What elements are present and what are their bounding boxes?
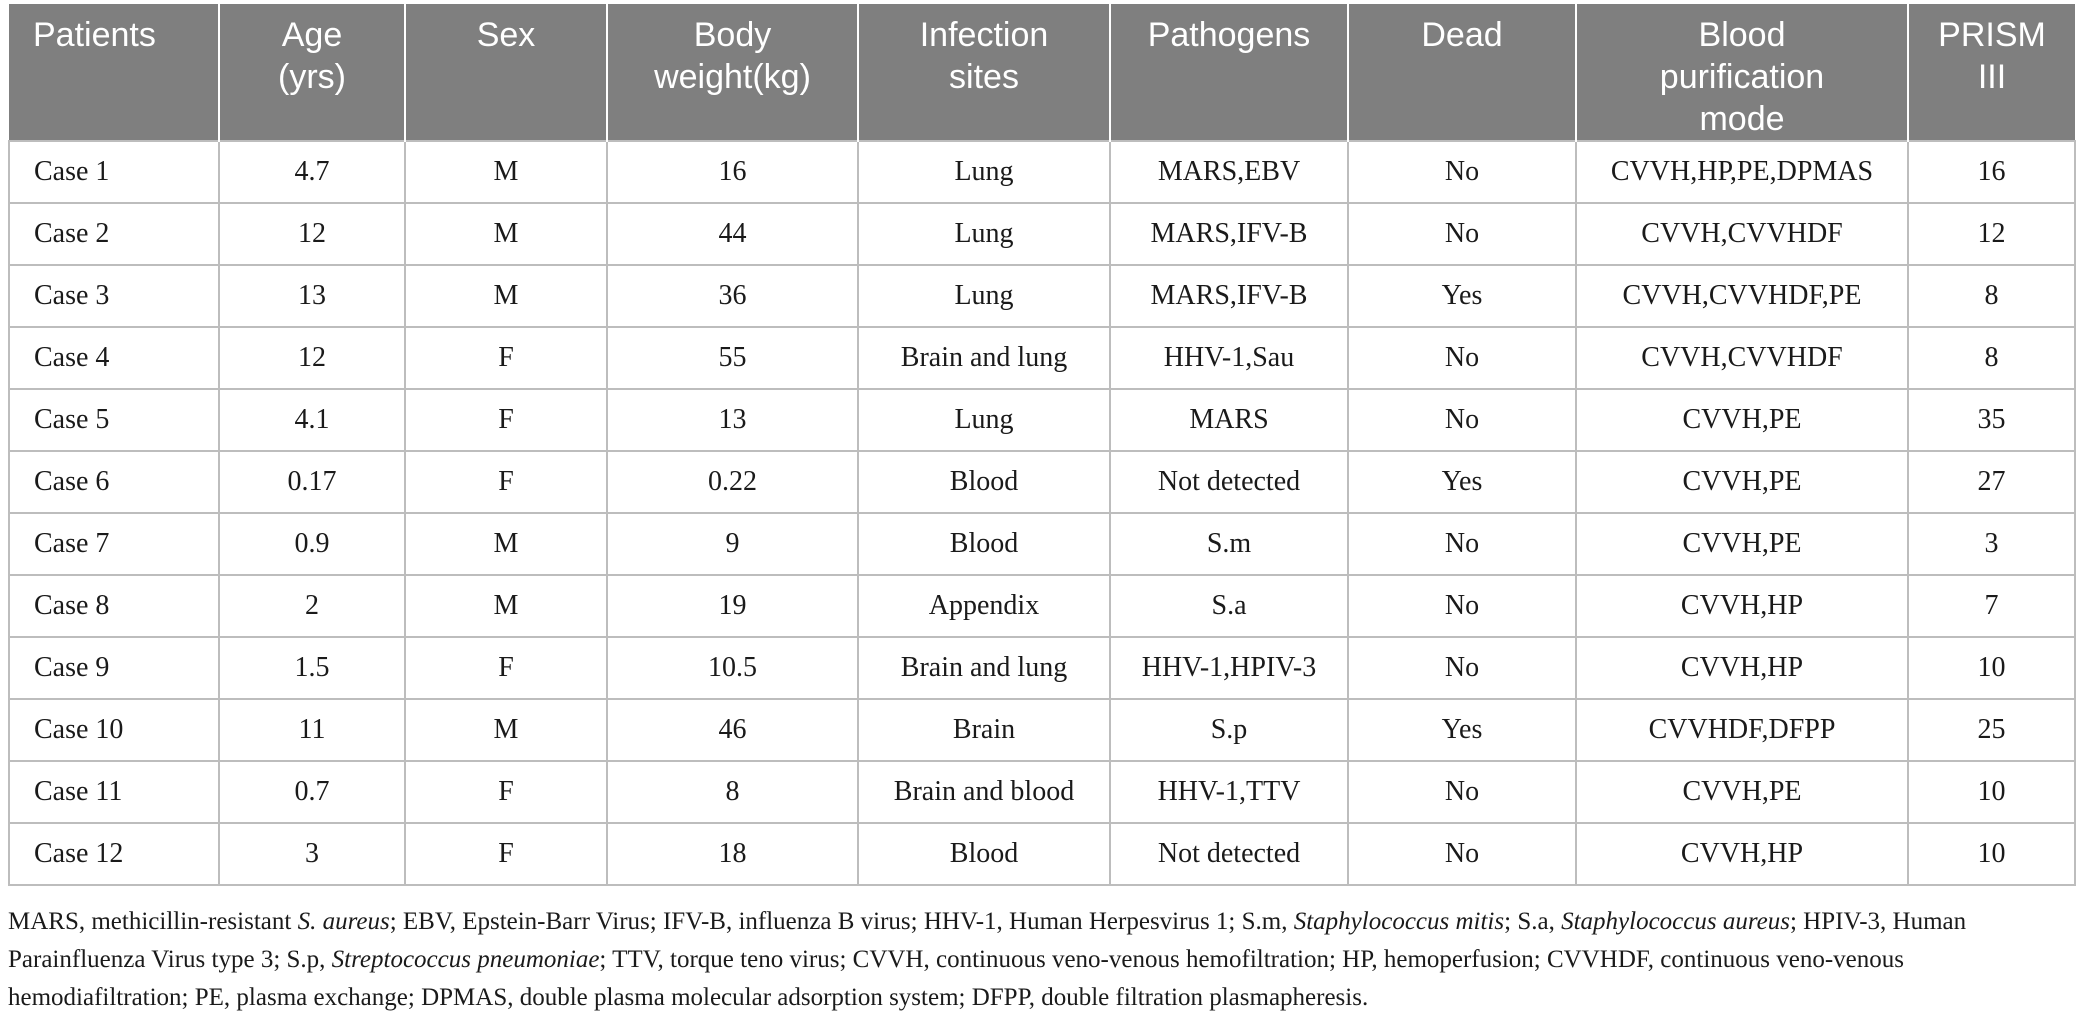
patient-table	[8, 4, 2076, 886]
table-cell: No	[1348, 327, 1576, 389]
table-cell: No	[1348, 513, 1576, 575]
table-cell: M	[405, 513, 607, 575]
table-cell: M	[405, 699, 607, 761]
table-cell: S.p	[1110, 699, 1348, 761]
column-header-line: Infection	[919, 16, 1049, 54]
table-cell: Appendix	[858, 575, 1110, 637]
table-cell: 9	[607, 513, 858, 575]
column-header-line: Patients	[33, 16, 156, 54]
table-cell: 3	[219, 823, 405, 885]
column-header-line: III	[1977, 58, 2007, 96]
footnote-text: ; HPIV-3, Human Parainfluenza Virus type 3; S.p,	[8, 908, 1967, 973]
table-cell: Not detected	[1110, 823, 1348, 885]
table-cell: 12	[219, 203, 405, 265]
table-cell: 44	[607, 203, 858, 265]
table-cell: CVVHDF,DFPP	[1576, 699, 1908, 761]
table-row	[9, 265, 2075, 327]
table-cell: F	[405, 761, 607, 823]
table-cell: HHV-1,Sau	[1110, 327, 1348, 389]
table-cell: Case 5	[9, 389, 219, 451]
table-cell: Lung	[858, 203, 1110, 265]
table-cell: S.m	[1110, 513, 1348, 575]
table-cell: Case 6	[9, 451, 219, 513]
table-cell: 12	[219, 327, 405, 389]
table-cell: 36	[607, 265, 858, 327]
footnote-species-name: S. aureus	[297, 908, 390, 935]
table-cell: Lung	[858, 141, 1110, 203]
table-cell: Lung	[858, 265, 1110, 327]
column-header-line: Age	[281, 16, 343, 54]
table-cell: 11	[219, 699, 405, 761]
table-cell: 19	[607, 575, 858, 637]
table-cell: F	[405, 327, 607, 389]
table-cell: Case 7	[9, 513, 219, 575]
table-body	[9, 141, 2075, 885]
table-cell: 2	[219, 575, 405, 637]
table-cell: 12	[1908, 203, 2075, 265]
table-cell: Case 3	[9, 265, 219, 327]
table-footnote	[8, 903, 2068, 1017]
table-cell: 46	[607, 699, 858, 761]
table-cell: Yes	[1348, 265, 1576, 327]
table-cell: 0.17	[219, 451, 405, 513]
column-header-line: weight(kg)	[654, 58, 811, 96]
table-cell: No	[1348, 575, 1576, 637]
table-row	[9, 203, 2075, 265]
table-cell: 0.9	[219, 513, 405, 575]
table-cell: Brain and blood	[858, 761, 1110, 823]
table-row	[9, 513, 2075, 575]
column-header	[405, 4, 607, 141]
table-cell: M	[405, 203, 607, 265]
column-header	[219, 4, 405, 141]
table-cell: 13	[219, 265, 405, 327]
table-row	[9, 637, 2075, 699]
table-cell: CVVH,HP	[1576, 637, 1908, 699]
footnote-species-name: Streptococcus pneumoniae	[331, 946, 600, 973]
table-cell: 0.22	[607, 451, 858, 513]
table-cell: M	[405, 265, 607, 327]
column-header	[9, 4, 219, 141]
table-cell: Case 8	[9, 575, 219, 637]
column-header-line: PRISM	[1938, 16, 2046, 54]
table-cell: CVVH,PE	[1576, 761, 1908, 823]
table-cell: 18	[607, 823, 858, 885]
table-row	[9, 451, 2075, 513]
table-cell: Yes	[1348, 699, 1576, 761]
table-header-row	[9, 4, 2075, 141]
table-row	[9, 327, 2075, 389]
table-cell: 16	[1908, 141, 2075, 203]
footnote-species-name: Staphylococcus mitis	[1293, 908, 1505, 935]
table-cell: F	[405, 451, 607, 513]
table-cell: Not detected	[1110, 451, 1348, 513]
table-cell: No	[1348, 141, 1576, 203]
footnote-text: MARS, methicillin-resistant	[8, 908, 298, 935]
column-header-line: Sex	[476, 16, 536, 54]
column-header-line: Blood	[1698, 16, 1786, 54]
column-header-line: Dead	[1421, 16, 1503, 54]
table-cell: No	[1348, 823, 1576, 885]
footnote-text: ; EBV, Epstein-Barr Virus; IFV-B, influenza B virus; HHV-1, Human Herpesvirus 1; S.m,	[389, 908, 1294, 935]
table-cell: Blood	[858, 823, 1110, 885]
column-header	[607, 4, 858, 141]
column-header	[1908, 4, 2075, 141]
column-header-line: (yrs)	[278, 58, 346, 96]
column-header-line: purification	[1659, 58, 1825, 96]
table-cell: Blood	[858, 513, 1110, 575]
patient-table-container	[8, 4, 2074, 886]
table-cell: CVVH,PE	[1576, 513, 1908, 575]
table-cell: Yes	[1348, 451, 1576, 513]
table-cell: Brain and lung	[858, 327, 1110, 389]
table-cell: 0.7	[219, 761, 405, 823]
table-cell: F	[405, 637, 607, 699]
column-header	[1348, 4, 1576, 141]
table-cell: Case 10	[9, 699, 219, 761]
table-cell: 7	[1908, 575, 2075, 637]
table-cell: M	[405, 575, 607, 637]
table-cell: No	[1348, 389, 1576, 451]
table-cell: F	[405, 823, 607, 885]
table-cell: CVVH,HP	[1576, 823, 1908, 885]
table-cell: 55	[607, 327, 858, 389]
table-cell: 8	[1908, 265, 2075, 327]
table-cell: MARS,EBV	[1110, 141, 1348, 203]
column-header-line: mode	[1699, 100, 1785, 138]
table-cell: 10	[1908, 761, 2075, 823]
table-cell: 1.5	[219, 637, 405, 699]
table-cell: 25	[1908, 699, 2075, 761]
column-header-line: Pathogens	[1147, 16, 1311, 54]
table-cell: Brain and lung	[858, 637, 1110, 699]
table-cell: CVVH,CVVHDF,PE	[1576, 265, 1908, 327]
table-cell: Case 1	[9, 141, 219, 203]
table-cell: No	[1348, 637, 1576, 699]
table-cell: 10.5	[607, 637, 858, 699]
column-header-line: sites	[949, 58, 1019, 96]
table-cell: Lung	[858, 389, 1110, 451]
table-row	[9, 823, 2075, 885]
table-cell: CVVH,PE	[1576, 451, 1908, 513]
table-cell: CVVH,CVVHDF	[1576, 203, 1908, 265]
table-cell: 8	[607, 761, 858, 823]
table-cell: No	[1348, 761, 1576, 823]
table-cell: MARS	[1110, 389, 1348, 451]
table-cell: Case 12	[9, 823, 219, 885]
table-cell: HHV-1,TTV	[1110, 761, 1348, 823]
table-cell: CVVH,PE	[1576, 389, 1908, 451]
table-cell: CVVH,CVVHDF	[1576, 327, 1908, 389]
table-cell: F	[405, 389, 607, 451]
table-cell: No	[1348, 203, 1576, 265]
table-cell: Case 2	[9, 203, 219, 265]
table-cell: Brain	[858, 699, 1110, 761]
table-cell: Case 4	[9, 327, 219, 389]
table-row	[9, 575, 2075, 637]
table-cell: MARS,IFV-B	[1110, 265, 1348, 327]
table-cell: S.a	[1110, 575, 1348, 637]
footnote-text: ; TTV, torque teno virus; CVVH, continuous veno-venous hemofiltration; HP, hemoperfusion; CVVHDF, continuous veno-venous hemodiafiltration; PE, plasma exchange; DPMAS, double plasma molecular adsorption system; DFPP, double filtration plasmapheresis.	[8, 946, 1905, 1011]
table-cell: 10	[1908, 823, 2075, 885]
footnote-text: ; S.a,	[1504, 908, 1562, 935]
table-cell: 27	[1908, 451, 2075, 513]
table-cell: 16	[607, 141, 858, 203]
table-cell: Blood	[858, 451, 1110, 513]
table-cell: M	[405, 141, 607, 203]
table-cell: 10	[1908, 637, 2075, 699]
table-row	[9, 389, 2075, 451]
table-cell: Case 9	[9, 637, 219, 699]
table-row	[9, 699, 2075, 761]
table-row	[9, 761, 2075, 823]
table-cell: 35	[1908, 389, 2075, 451]
table-cell: CVVH,HP,PE,DPMAS	[1576, 141, 1908, 203]
table-cell: 3	[1908, 513, 2075, 575]
table-cell: MARS,IFV-B	[1110, 203, 1348, 265]
table-cell: CVVH,HP	[1576, 575, 1908, 637]
table-row	[9, 141, 2075, 203]
footnote-species-name: Staphylococcus aureus	[1561, 908, 1790, 935]
table-cell: 13	[607, 389, 858, 451]
table-cell: 4.7	[219, 141, 405, 203]
table-cell: 4.1	[219, 389, 405, 451]
table-cell: HHV-1,HPIV-3	[1110, 637, 1348, 699]
column-header	[858, 4, 1110, 141]
table-cell: Case 11	[9, 761, 219, 823]
column-header	[1576, 4, 1908, 141]
table-cell: 8	[1908, 327, 2075, 389]
column-header-line: Body	[693, 16, 772, 54]
column-header	[1110, 4, 1348, 141]
